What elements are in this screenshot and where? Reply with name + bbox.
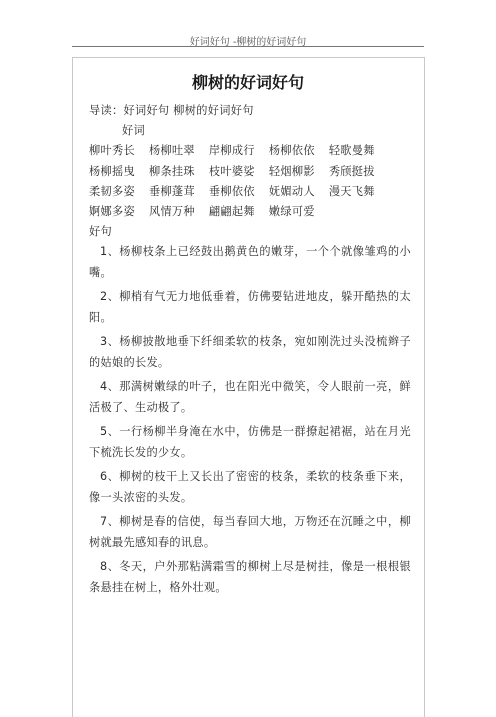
sentence-paragraph: 1、杨柳枝条上已经鼓出鹅黄色的嫩芽，一个个就像雏鸡的小嘴。 (89, 245, 411, 279)
document-title: 柳树的好词好句 (191, 73, 304, 92)
word: 柳条挂珠 (148, 164, 195, 178)
sentence-paragraph: 7、柳树是春的信使，每当春回大地，万物还在沉睡之中，柳树就最先感知春的讯息。 (89, 515, 411, 549)
sentence-paragraph: 5、一行杨柳半身淹在水中，仿佛是一群撩起裙裾，站在月光下梳洗长发的少女。 (89, 425, 411, 459)
word: 垂柳依依 (208, 184, 255, 198)
word: 秀颀挺拔 (328, 164, 375, 178)
word: 杨柳摇曳 (89, 164, 135, 178)
word: 杨柳依依 (268, 144, 315, 158)
word: 柳叶秀长 (89, 144, 135, 158)
word: 嫩绿可爱 (268, 205, 315, 219)
sentence-paragraph: 6、柳树的枝干上又长出了密密的枝条，柔软的枝条垂下来，像一头浓密的头发。 (89, 470, 411, 504)
header-rule (72, 46, 424, 47)
word: 柔韧多姿 (89, 184, 135, 198)
word-row (89, 162, 411, 182)
sentence-paragraph: 8、冬天，户外那粘满霜雪的柳树上尽是树挂，像是一根根银条悬挂在树上，格外壮观。 (89, 560, 411, 594)
word: 妩媚动人 (268, 184, 315, 198)
sentence-paragraph: 3、杨柳披散地垂下纤细柔软的枝条，宛如刚洗过头没梳辫子的姑娘的长发。 (89, 335, 411, 369)
word: 婀娜多姿 (89, 205, 135, 219)
sentence-paragraph: 4、那满树嫩绿的叶子，也在阳光中微笑，令人眼前一亮，鲜活极了、生动极了。 (89, 380, 411, 414)
sentence-paragraph: 2、柳梢有气无力地低垂着，仿佛要钻进地皮，躲开酷热的太阳。 (89, 290, 411, 324)
word: 枝叶婆娑 (208, 164, 255, 178)
word: 岸柳成行 (208, 144, 255, 158)
word: 风情万种 (148, 205, 195, 219)
word: 轻烟柳影 (268, 164, 315, 178)
word: 垂柳蓬茸 (148, 184, 195, 198)
word-row (89, 182, 411, 202)
word: 杨柳吐翠 (148, 144, 195, 158)
word: 翩翩起舞 (208, 205, 255, 219)
section-heading-sentences: 好句 (89, 225, 112, 239)
word-row (89, 202, 411, 222)
word: 漫天飞舞 (328, 184, 375, 198)
intro-line: 导读：好词好句 柳树的好词好句 (89, 104, 254, 117)
page-header: 好词好句 -柳树的好词好句 (189, 37, 307, 48)
document-body (89, 101, 411, 602)
word-row (89, 141, 411, 161)
word: 轻歌曼舞 (328, 144, 375, 158)
section-heading-words: 好词 (122, 124, 145, 138)
